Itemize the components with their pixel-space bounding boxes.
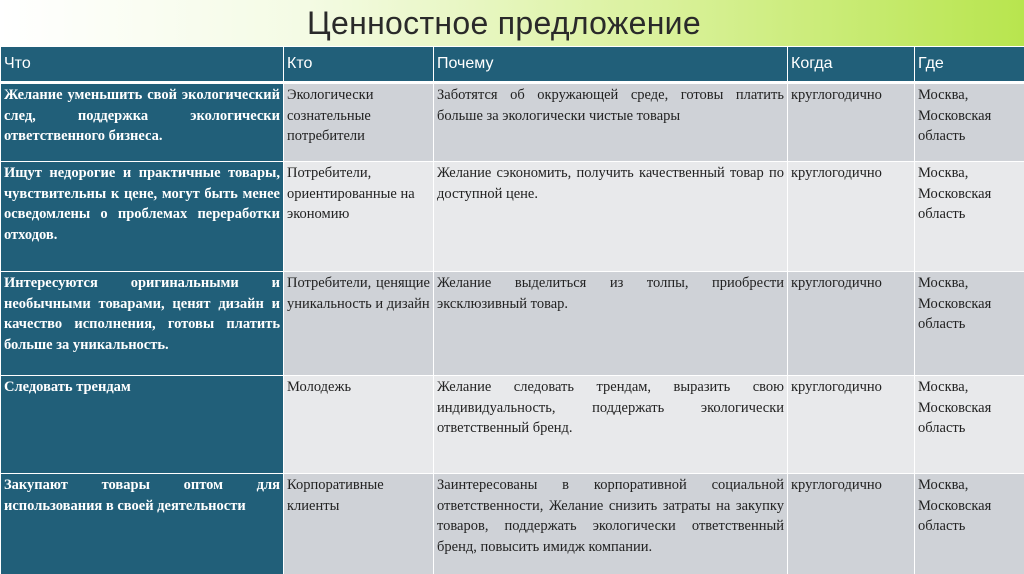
cell-where: Москва, Московская область — [915, 272, 1024, 376]
cell-where: Москва, Московская область — [915, 83, 1024, 162]
cell-when: круглогодично — [788, 474, 915, 574]
table-row — [1, 376, 1024, 474]
header-who: Кто — [284, 47, 434, 83]
cell-when: круглогодично — [788, 376, 915, 474]
cell-where: Москва, Московская область — [915, 162, 1024, 272]
cell-who: Корпоративные клиенты — [284, 474, 434, 574]
table-row — [1, 272, 1024, 376]
cell-why: Желание следовать трендам, выразить свою индивидуальность, поддержать экологически ответственный бренд. — [434, 376, 788, 474]
header-why: Почему — [434, 47, 788, 83]
cell-why: Желание сэкономить, получить качественный товар по доступной цене. — [434, 162, 788, 272]
cell-what: Интересуются оригинальными и необычными товарами, ценят дизайн и качество исполнения, готовы платить больше за уникальность. — [1, 272, 284, 376]
cell-what: Закупают товары оптом для использования в своей деятельности — [1, 474, 284, 574]
table-row — [1, 162, 1024, 272]
header-where: Где — [915, 47, 1024, 83]
cell-who: Потребители, ориентированные на экономию — [284, 162, 434, 272]
cell-why: Заинтересованы в корпоративной социальной ответственности, Желание снизить затраты на закупку товаров, поддержать экологически ответственный бренд, повысить имидж компании. — [434, 474, 788, 574]
cell-when: круглогодично — [788, 162, 915, 272]
cell-when: круглогодично — [788, 272, 915, 376]
title-band — [0, 0, 1024, 46]
table-row — [1, 83, 1024, 162]
table-header-row — [1, 47, 1024, 83]
cell-where: Москва, Московская область — [915, 474, 1024, 574]
header-what: Что — [1, 47, 284, 83]
header-when: Когда — [788, 47, 915, 83]
cell-why: Желание выделиться из толпы, приобрести эксклюзивный товар. — [434, 272, 788, 376]
cell-why: Заботятся об окружающей среде, готовы платить больше за экологически чистые товары — [434, 83, 788, 162]
slide-title: Ценностное предложение — [307, 4, 701, 41]
cell-where: Москва, Московская область — [915, 376, 1024, 474]
value-proposition-table — [0, 46, 1024, 574]
cell-what: Следовать трендам — [1, 376, 284, 474]
cell-what: Желание уменьшить свой экологический след, поддержка экологически ответственного бизнеса. — [1, 83, 284, 162]
cell-who: Молодежь — [284, 376, 434, 474]
cell-who: Потребители, ценящие уникальность и дизайн — [284, 272, 434, 376]
cell-who: Экологически сознательные потребители — [284, 83, 434, 162]
cell-when: круглогодично — [788, 83, 915, 162]
cell-what: Ищут недорогие и практичные товары, чувствительны к цене, могут быть менее осведомлены о проблемах переработки отходов. — [1, 162, 284, 272]
table-row — [1, 474, 1024, 574]
